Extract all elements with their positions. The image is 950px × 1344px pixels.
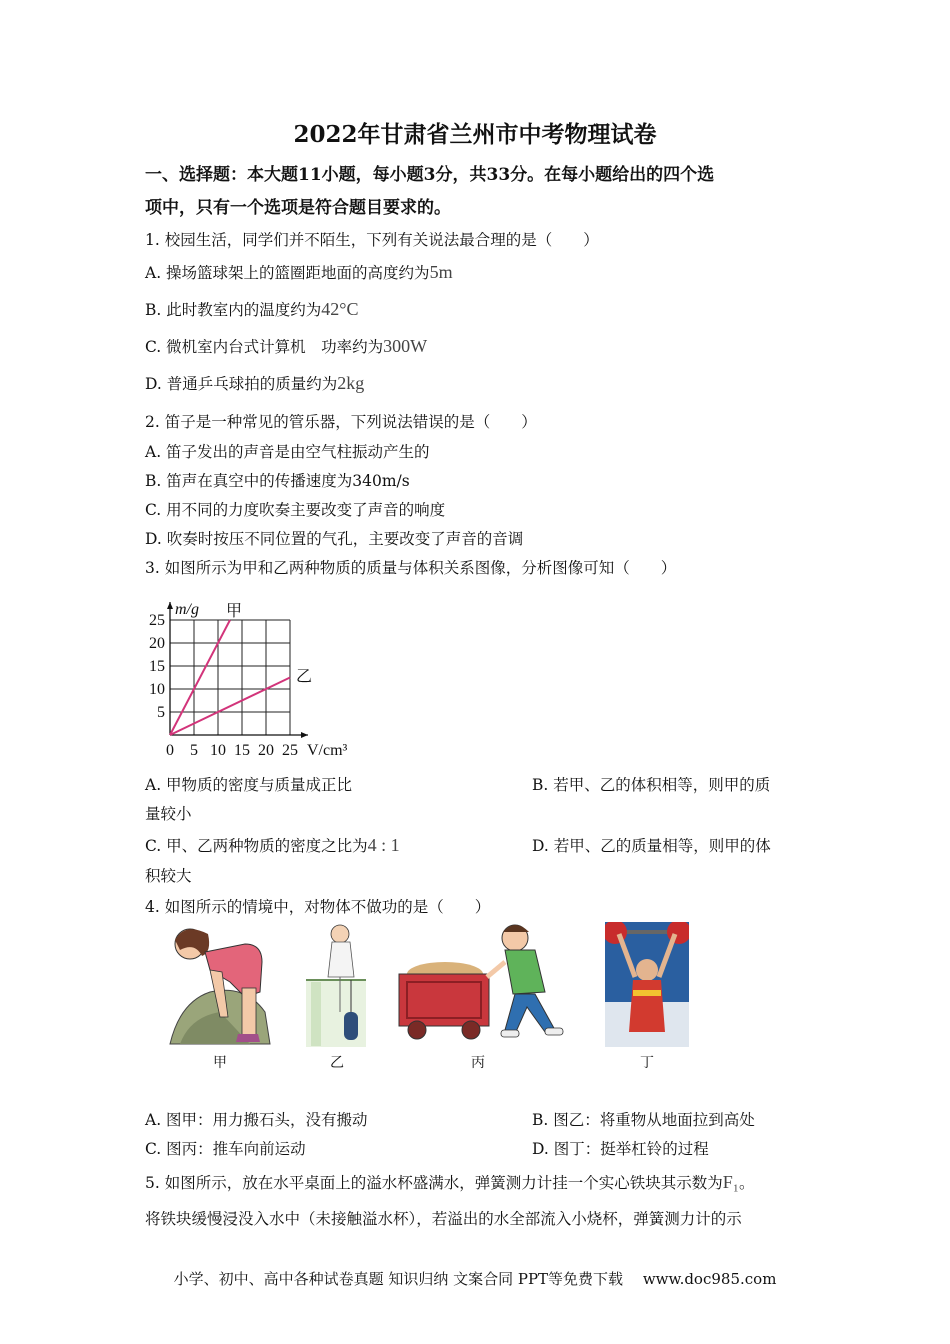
q1-option-a: [145, 261, 453, 283]
section-heading-line2: 项中，只有一个选项是符合题目要求的。: [145, 198, 451, 218]
q5-line2: 将铁块缓慢浸没入水中（未接触溢水杯），若溢出的水全部流入小烧杯，弹簧测力计的示: [145, 1210, 742, 1228]
y-axis-arrow: [167, 602, 173, 609]
page-title: 2022年甘肃省兰州市中考物理试卷: [293, 121, 657, 148]
x-tick-label: 5: [190, 742, 198, 759]
series-label-yi: 乙: [296, 666, 313, 686]
mass-volume-chart: [140, 585, 370, 765]
weightlifter-image: [605, 922, 689, 1047]
q4-stem: 4. 如图所示的情境中，对物体不做功的是（ ）: [145, 898, 491, 916]
q1-option-b-value: 42°C: [321, 299, 359, 319]
y-tick-label: 15: [149, 658, 165, 675]
section-heading-line1: 一、选择题：本大题11小题，每小题3分，共33分。在每小题给出的四个选: [145, 165, 715, 185]
y-axis-label: m/g: [175, 601, 199, 618]
y-tick-label: 10: [149, 681, 165, 698]
x-axis-arrow: [301, 732, 308, 738]
q1-option-a-text: A. 操场篮球架上的篮圈距地面的高度约为: [145, 264, 430, 282]
q3-option-b-line2: 量较小: [145, 805, 192, 823]
q4-option-a: A. 图甲：用力搬石头，没有搬动: [145, 1111, 368, 1129]
q2-option-c: C. 用不同的力度吹奏主要改变了声音的响度: [145, 501, 446, 519]
y-tick-label: 20: [149, 635, 165, 652]
q4-caption-bing: 丙: [471, 1055, 485, 1071]
q1-option-b: [145, 298, 358, 320]
x-tick-label: 20: [258, 742, 274, 759]
q1-option-a-value: 5m: [429, 262, 453, 282]
q4-option-c: C. 图丙：推车向前运动: [145, 1140, 306, 1158]
y-tick-label: 5: [157, 704, 165, 721]
q2-stem: 2. 笛子是一种常见的管乐器，下列说法错误的是（ ）: [145, 413, 537, 431]
q1-option-b-text: B. 此时教室内的温度约为: [145, 301, 322, 319]
x-tick-label: 10: [210, 742, 226, 759]
x-tick-label: 15: [234, 742, 250, 759]
q4-caption-ding: 丁: [640, 1055, 654, 1071]
series-line-yi: [170, 678, 290, 736]
girl-lifting-stone-image: [150, 922, 280, 1047]
y-tick-label: 25: [149, 612, 165, 629]
q5-line1-end: 。: [739, 1174, 755, 1192]
q3-option-c-text: C. 甲、乙两种物质的密度之比为: [145, 837, 368, 855]
series-line-jia: [170, 620, 230, 735]
q2-option-b: B. 笛声在真空中的传播速度为340m/s: [145, 472, 410, 490]
q1-option-c-text: C. 微机室内台式计算机 功率约为: [145, 338, 384, 356]
q1-stem: 1. 校园生活，同学们并不陌生，下列有关说法最合理的是（ ）: [145, 231, 599, 249]
q2-option-d: D. 吹奏时按压不同位置的气孔，主要改变了声音的音调: [145, 530, 524, 548]
q3-option-d-line1: D. 若甲、乙的质量相等，则甲的体: [532, 837, 771, 855]
man-pulling-weight-image: [306, 922, 366, 1047]
page-footer: 小学、初中、高中各种试卷真题 知识归纳 文案合同 PPT等免费下载 www.doc985.com: [173, 1270, 777, 1288]
series-label-jia: 甲: [226, 601, 243, 620]
q5-line1: [145, 1171, 755, 1193]
x-axis-label: V/cm³: [307, 742, 348, 759]
boy-pushing-cart-image: [395, 922, 585, 1047]
q1-option-c-value: 300W: [383, 336, 428, 356]
q3-option-a: A. 甲物质的密度与质量成正比: [145, 776, 353, 794]
q4-caption-jia: 甲: [213, 1055, 227, 1071]
q5-f1-symbol: F₁: [722, 1172, 740, 1192]
x-tick-label: 25: [282, 742, 298, 759]
q1-option-d-text: D. 普通乒乓球拍的质量约为: [145, 375, 338, 393]
q4-caption-yi: 乙: [330, 1055, 344, 1071]
q3-option-d-line2: 积较大: [145, 867, 192, 885]
q1-option-d-value: 2kg: [337, 373, 365, 393]
q3-option-c: [145, 834, 400, 856]
x-tick-label: 0: [166, 742, 174, 759]
q5-line1-text: 5. 如图所示，放在水平桌面上的溢水杯盛满水，弹簧测力计挂一个实心铁块其示数为: [145, 1174, 723, 1192]
q3-option-b-line1: B. 若甲、乙的体积相等，则甲的质: [532, 776, 771, 794]
q1-option-d: [145, 372, 364, 394]
q4-option-d: D. 图丁：挺举杠铃的过程: [532, 1140, 709, 1158]
q3-option-c-value: 4 : 1: [367, 835, 400, 855]
q2-option-a: A. 笛子发出的声音是由空气柱振动产生的: [145, 443, 430, 461]
q1-option-c: [145, 335, 427, 357]
q4-option-b: B. 图乙：将重物从地面拉到高处: [532, 1111, 755, 1129]
q3-stem: 3. 如图所示为甲和乙两种物质的质量与体积关系图像，分析图像可知（ ）: [145, 559, 677, 577]
